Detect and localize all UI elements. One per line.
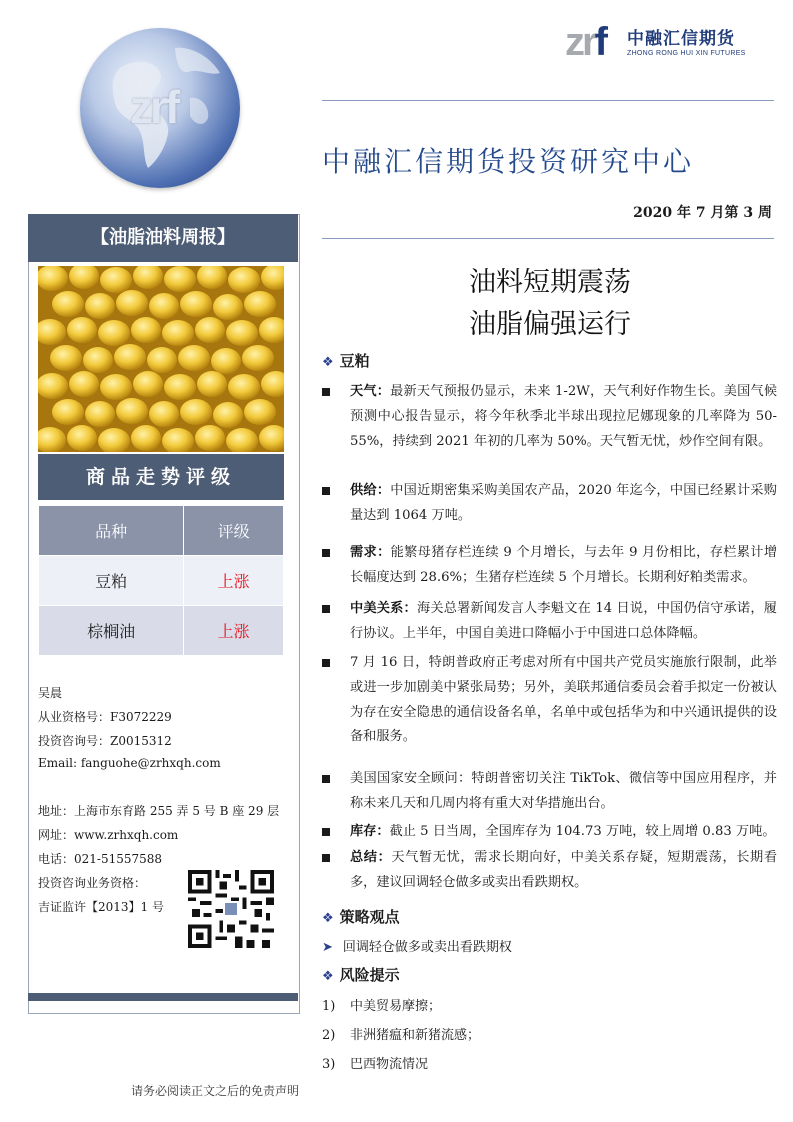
company-address: 地址：上海市东育路 255 弄 5 号 B 座 29 层 bbox=[38, 804, 280, 818]
brand-logo bbox=[565, 20, 775, 70]
list-item: 需求：能繁母猪存栏连续 9 个月增长，与去年 9 月份相比，存栏累计增长幅度达到 28.6%；生猪存栏连续 5 个月增长。长期利好粕类需求。 bbox=[322, 541, 777, 591]
cell-rating: 上涨 bbox=[184, 606, 284, 656]
list-item: 天气：最新天气预报仍显示，未来 1-2W，天气利好作物生长。美国气候预测中心报告显示，将今年秋季北半球出现拉尼娜现象的几率降为 50-55%，持续到 2021 年初的几率为 50%。天气暂无忧，炒作空间有限。 bbox=[322, 380, 777, 454]
report-date: 2020 年 7 月第 3 周 bbox=[633, 205, 772, 221]
sidebar-bottom-bar bbox=[28, 993, 298, 1001]
report-title-line1: 油料短期震荡 bbox=[469, 267, 631, 298]
research-center-title: 中融汇信期货投资研究中心 bbox=[322, 145, 695, 178]
cell-rating: 上涨 bbox=[184, 556, 284, 606]
analyst-name: 吴晨 bbox=[38, 686, 63, 700]
list-item: 1) 中美贸易摩擦； bbox=[322, 999, 442, 1014]
report-title bbox=[340, 262, 760, 346]
section-marker-icon: ❖ bbox=[322, 911, 334, 926]
globe-logo bbox=[80, 28, 240, 188]
soybean-image bbox=[38, 266, 284, 452]
globe-brand-mark: zrf bbox=[130, 81, 178, 133]
col-header-rating: 评级 bbox=[184, 506, 284, 556]
cell-item: 豆粕 bbox=[39, 556, 184, 606]
disclaimer: 请务必阅读正文之后的免责声明 bbox=[130, 1084, 299, 1098]
strategy-text: ➤ 回调轻仓做多或卖出看跌期权 bbox=[322, 940, 512, 955]
col-header-item: 品种 bbox=[39, 506, 184, 556]
license-number: 从业资格号：F3072229 bbox=[38, 710, 172, 724]
bullet-square-icon bbox=[322, 487, 330, 495]
analyst-email[interactable]: Email: fanguohe@zrhxqh.com bbox=[38, 756, 221, 770]
section-risk-heading: ❖ 风险提示 bbox=[322, 966, 400, 984]
arrow-bullet-icon: ➤ bbox=[322, 940, 333, 955]
rating-table bbox=[38, 505, 284, 656]
bullet-square-icon bbox=[322, 605, 330, 613]
qualification-number: 吉证监许【2013】1 号 bbox=[38, 900, 164, 914]
cell-item: 棕榈油 bbox=[39, 606, 184, 656]
report-name: 【油脂油料周报】 bbox=[28, 214, 298, 262]
qualification-label: 投资咨询业务资格： bbox=[38, 876, 147, 890]
list-item: 2) 非洲猪瘟和新猪流感； bbox=[322, 1028, 481, 1043]
company-website[interactable]: 网址：www.zrhxqh.com bbox=[38, 828, 179, 842]
bullet-square-icon bbox=[322, 549, 330, 557]
list-item: 库存：截止 5 日当周，全国库存为 104.73 万吨，较上周增 0.83 万吨。 bbox=[322, 820, 777, 845]
list-item: 3) 巴西物流情况 bbox=[322, 1057, 429, 1072]
list-item: 中美关系：海关总署新闻发言人李魁文在 14 日说，中国仍信守承诺，履行协议。上半年，中国自美进口降幅小于中国进口总体降幅。 bbox=[322, 597, 777, 647]
company-phone: 电话：021-51557588 bbox=[38, 852, 163, 866]
bullet-square-icon bbox=[322, 775, 330, 783]
list-item: 总结：天气暂无忧，需求长期向好，中美关系存疑，短期震荡，长期看多，建议回调轻仓做多或卖出看跌期权。 bbox=[322, 846, 777, 896]
list-item: 供给：中国近期密集采购美国农产品，2020 年迄今，中国已经累计采购量达到 1064 万吨。 bbox=[322, 479, 777, 529]
rating-title: 商品走势评级 bbox=[38, 454, 284, 500]
section-strategy-heading: ❖ 策略观点 bbox=[322, 908, 400, 926]
bullet-square-icon bbox=[322, 659, 330, 667]
list-item: 美国国家安全顾问：特朗普密切关注 TikTok、微信等中国应用程序，并称未来几天和几周内将有重大对华措施出台。 bbox=[322, 767, 777, 817]
rating-header-row bbox=[39, 506, 284, 556]
section-marker-icon: ❖ bbox=[322, 355, 334, 370]
table-row bbox=[39, 556, 284, 606]
brand-name-cn: 中融汇信期货 bbox=[627, 29, 735, 49]
report-title-line2: 油脂偏强运行 bbox=[469, 309, 631, 340]
soybean-pattern-icon bbox=[38, 266, 284, 452]
table-row bbox=[39, 606, 284, 656]
header-divider bbox=[322, 100, 774, 101]
section-marker-icon: ❖ bbox=[322, 969, 334, 984]
section-soymeal-heading: ❖ 豆粕 bbox=[322, 352, 370, 370]
brand-name-en: ZHONG RONG HUI XIN FUTURES bbox=[627, 50, 746, 57]
bullet-square-icon bbox=[322, 388, 330, 396]
date-divider bbox=[322, 238, 774, 239]
bullet-square-icon bbox=[322, 828, 330, 836]
bullet-square-icon bbox=[322, 854, 330, 862]
consult-number: 投资咨询号：Z0015312 bbox=[38, 734, 172, 748]
list-item: 7 月 16 日，特朗普政府正考虑对所有中国共产党员实施旅行限制，此举或进一步加剧美中紧张局势；另外，美联邦通信委员会着手拟定一份被认为存在安全隐患的通信设备名单，名单中或包括华为和中兴通讯提供的设备和服务。 bbox=[322, 651, 777, 750]
brand-mark: zrf bbox=[565, 20, 605, 64]
qr-code-icon bbox=[187, 870, 275, 948]
